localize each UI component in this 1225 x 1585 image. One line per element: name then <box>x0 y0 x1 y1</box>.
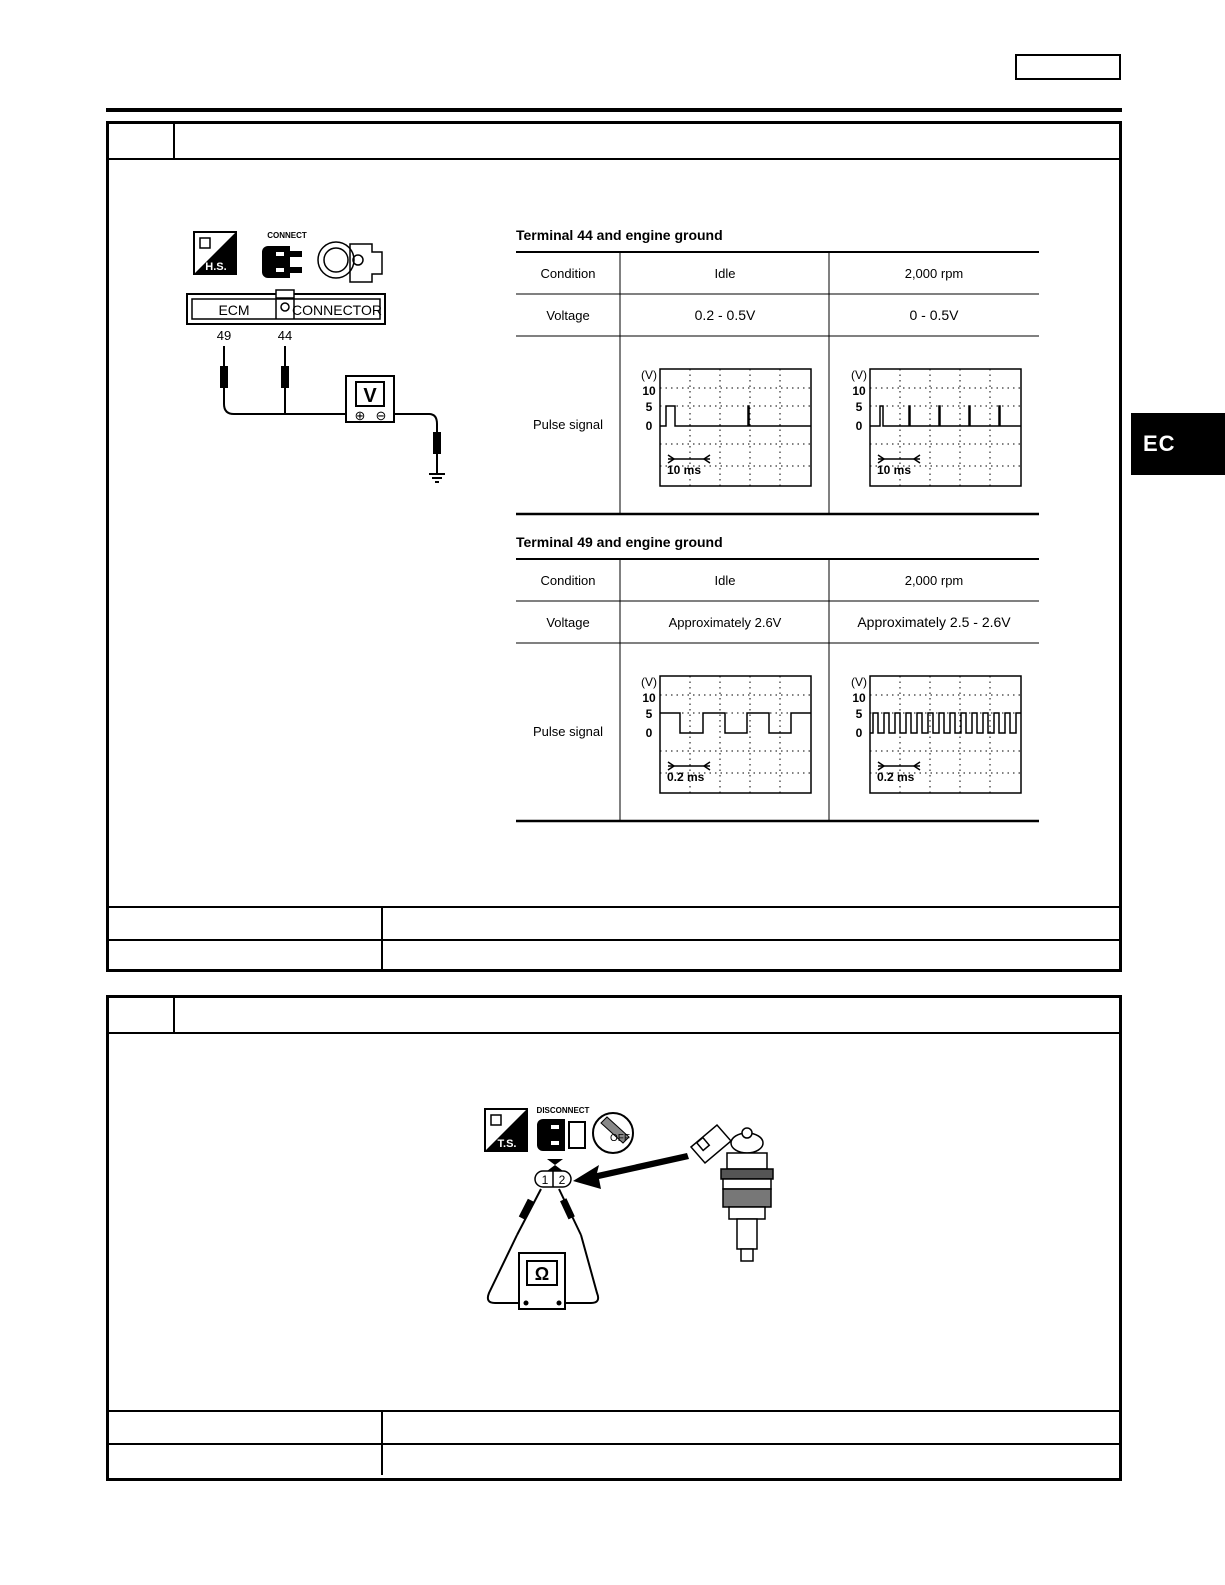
step-number-cell <box>109 124 175 158</box>
scope-idle <box>641 368 811 486</box>
scope-timebase: 0.2 ms <box>667 770 705 784</box>
pin-44-label: 44 <box>277 328 293 343</box>
step-header <box>109 124 1119 160</box>
hs-icon <box>194 232 236 274</box>
arrow-icon <box>573 1153 689 1189</box>
voltage-idle: Approximately 2.6V <box>668 615 782 630</box>
scope-2000rpm <box>851 675 1021 793</box>
page-code-box <box>1015 54 1121 80</box>
ohmmeter-icon <box>519 1253 565 1309</box>
row-pulse-label: Pulse signal <box>532 724 604 739</box>
ecm-connector-diagram <box>184 224 484 484</box>
scope-timebase: 10 ms <box>877 463 912 477</box>
scope-tick-0: 0 <box>645 726 653 740</box>
scope-unit: (V) <box>851 368 867 382</box>
scope-timebase: 10 ms <box>667 463 702 477</box>
scope-unit: (V) <box>641 368 657 382</box>
scope-tick-5: 5 <box>645 400 653 414</box>
row-pulse-label: Pulse signal <box>532 417 604 432</box>
engine-running-icon <box>318 242 382 282</box>
result-row-ok <box>109 1410 1119 1444</box>
connect-icon <box>262 231 307 278</box>
col-idle: Idle <box>714 266 736 281</box>
scope-tick-10: 10 <box>852 384 866 398</box>
connect-label: CONNECT <box>267 231 307 240</box>
step-header <box>109 998 1119 1034</box>
voltage-2000rpm: Approximately 2.5 - 2.6V <box>857 614 1011 630</box>
scope-tick-10: 10 <box>642 691 656 705</box>
signal-spec-tables <box>509 218 1049 838</box>
scope-tick-0: 0 <box>645 419 653 433</box>
scope-tick-0: 0 <box>855 419 863 433</box>
scope-tick-5: 5 <box>645 707 653 721</box>
ecm-connector <box>187 290 385 324</box>
col-idle: Idle <box>714 573 736 588</box>
probe-wires <box>224 346 445 482</box>
scope-2000rpm <box>851 368 1021 486</box>
probe-44 <box>281 366 289 388</box>
scope-unit: (V) <box>851 675 867 689</box>
header-rule <box>106 108 1122 112</box>
col-2000rpm: 2,000 rpm <box>904 266 964 281</box>
ts-icon <box>485 1109 527 1151</box>
result-row-ng <box>109 1443 1119 1475</box>
scope-timebase: 0.2 ms <box>877 770 915 784</box>
disconnect-label: DISCONNECT <box>536 1106 590 1115</box>
section-tab-ec[interactable]: EC <box>1131 413 1225 475</box>
voltage-2000rpm: 0 - 0.5V <box>909 307 959 323</box>
probe-49 <box>220 366 228 388</box>
scope-tick-5: 5 <box>855 400 863 414</box>
table-title: Terminal 44 and engine ground <box>516 227 723 243</box>
voltage-idle: 0.2 - 0.5V <box>694 307 756 323</box>
connector-name-label: CONNECTOR <box>292 302 382 318</box>
probe-terminal-1 <box>519 1199 534 1220</box>
pin-49-label: 49 <box>216 328 232 343</box>
ts-label: T.S. <box>497 1138 517 1150</box>
terminal-1: 1 <box>541 1173 549 1187</box>
step-number-cell <box>109 998 175 1032</box>
meter-minus-terminal: ⊖ <box>375 408 387 423</box>
hs-label: H.S. <box>205 261 227 273</box>
connector-ecm-label: ECM <box>218 302 250 318</box>
scope-tick-10: 10 <box>642 384 656 398</box>
scope-idle <box>641 675 811 793</box>
meter-plus-terminal: ⊕ <box>354 408 366 423</box>
probe-terminal-2 <box>560 1198 575 1219</box>
table-title: Terminal 49 and engine ground <box>516 534 723 550</box>
disconnect-icon <box>537 1106 590 1151</box>
result-row-ng <box>109 939 1119 971</box>
col-condition: Condition <box>540 573 596 588</box>
off-label: OFF <box>610 1133 630 1144</box>
step-panel-1 <box>106 121 1122 972</box>
row-voltage-label: Voltage <box>546 615 590 630</box>
voltmeter-label: V <box>363 385 377 407</box>
fuel-injector-icon <box>691 1125 773 1261</box>
voltmeter-icon <box>346 376 394 423</box>
scope-tick-5: 5 <box>855 707 863 721</box>
scope-unit: (V) <box>641 675 657 689</box>
table-terminal-49 <box>516 534 1039 821</box>
ground-probe <box>433 432 441 454</box>
ignition-off-icon <box>593 1113 633 1153</box>
injector-terminals <box>535 1159 571 1187</box>
scope-tick-10: 10 <box>852 691 866 705</box>
ohmmeter-label: Ω <box>534 1264 550 1284</box>
col-2000rpm: 2,000 rpm <box>904 573 964 588</box>
scope-tick-0: 0 <box>855 726 863 740</box>
result-row-ok <box>109 906 1119 940</box>
row-voltage-label: Voltage <box>546 308 590 323</box>
table-terminal-44 <box>516 227 1039 514</box>
step-panel-2 <box>106 995 1122 1481</box>
injector-resistance-diagram <box>479 1103 819 1333</box>
terminal-2: 2 <box>558 1173 566 1187</box>
col-condition: Condition <box>540 266 596 281</box>
